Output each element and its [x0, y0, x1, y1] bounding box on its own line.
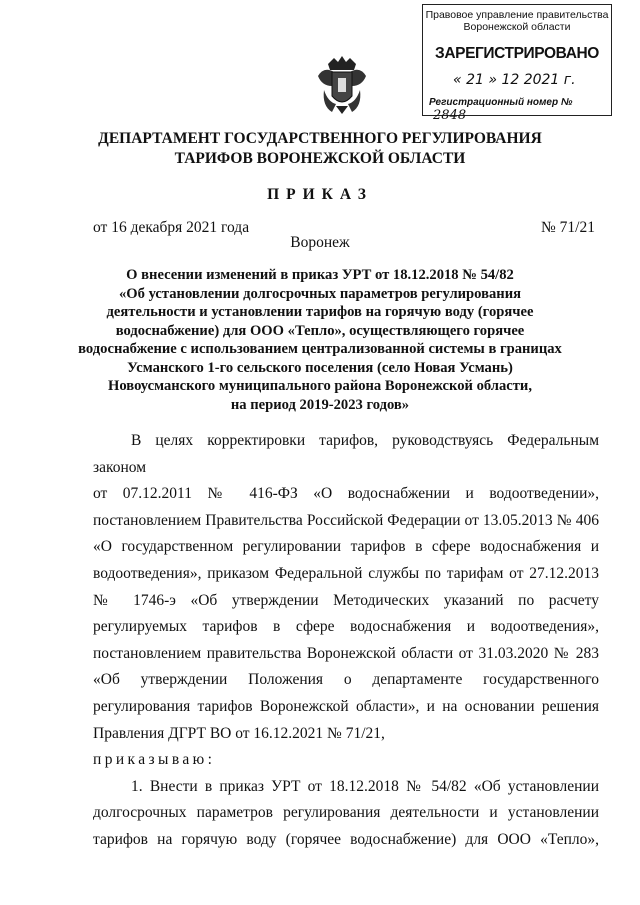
- stamp-reg-value: 2848: [433, 108, 467, 123]
- document-title: [0, 266, 640, 414]
- body-line: регулирования тарифов Воронежской области», и на основании решения: [93, 697, 599, 715]
- body-line: постановлением Правительства Российской Федерации от 13.05.2013 № 406: [93, 511, 599, 529]
- title-line: водоснабжение с использованием централизованной системы в границах: [78, 341, 562, 357]
- title-line: деятельности и установлении тарифов на горячую воду (горячее: [106, 304, 534, 320]
- item1-line: долгосрочных параметров регулирования деятельности и установлении: [93, 804, 599, 822]
- stamp-date: « 21 » 12 2021 г.: [453, 72, 576, 88]
- document-body: [93, 428, 599, 854]
- prikazyvayu: приказываю:: [93, 751, 216, 769]
- department-name: [0, 129, 640, 169]
- body-line: № 1746-э «Об утверждении Методических указаний по расчету: [93, 591, 599, 609]
- title-line: Новоусманского муниципального района Воронежской области,: [108, 378, 532, 394]
- title-line: «Об установлении долгосрочных параметров регулирования: [118, 285, 521, 302]
- stamp-org-line1: Правовое управление правительства: [425, 9, 609, 21]
- body-line: от 07.12.2011 № 416-ФЗ «О водоснабжении и водоотведении»,: [93, 485, 599, 503]
- title-line: водоснабжение) для ООО «Тепло», осуществляющего горячее: [115, 322, 525, 339]
- document-city: Воронеж: [290, 234, 350, 251]
- stamp-org-line2: Воронежской области: [463, 21, 571, 33]
- dept-line1: ДЕПАРТАМЕНТ ГОСУДАРСТВЕННОГО РЕГУЛИРОВАНИЯ: [98, 130, 542, 147]
- registration-stamp: [422, 4, 612, 123]
- body-line: «Об утверждении Положения о департаменте государственного: [93, 671, 599, 689]
- title-line: О внесении изменений в приказ УРТ от 18.12.2018 № 54/82: [126, 267, 514, 283]
- item1-line: тарифов на горячую воду (горячее водоснабжение) для ООО «Тепло»,: [93, 830, 599, 848]
- document-number: № 71/21: [541, 219, 595, 236]
- stamp-org: [423, 9, 611, 33]
- body-line: «О государственном регулировании тарифов в сфере водоснабжения и: [93, 538, 599, 556]
- document-type: ПРИКАЗ: [267, 186, 373, 203]
- body-line: В целях корректировки тарифов, руководствуясь Федеральным законом: [93, 432, 599, 476]
- document-date: от 16 декабря 2021 года: [93, 219, 250, 236]
- coat-of-arms-icon: [314, 56, 370, 116]
- body-line: водоотведения», приказом Федеральной службы по тарифам от 27.12.2013: [93, 564, 599, 582]
- body-line: постановлением правительства Воронежской области от 31.03.2020 № 283: [93, 644, 599, 662]
- title-line: Усманского 1-го сельского поселения (село Новая Усмань): [127, 359, 513, 376]
- item1-line: 1. Внести в приказ УРТ от 18.12.2018 № 54/82 «Об установлении: [131, 777, 599, 795]
- stamp-registered: ЗАРЕГИСТРИРОВАНО: [435, 45, 599, 62]
- body-line: регулируемых тарифов в сфере водоснабжения и водоотведения»,: [93, 618, 599, 636]
- dept-line2: ТАРИФОВ ВОРОНЕЖСКОЙ ОБЛАСТИ: [174, 150, 466, 167]
- body-line: Правления ДГРТ ВО от 16.12.2021 № 71/21,: [93, 724, 385, 742]
- stamp-reg-label: Регистрационный номер: [429, 97, 559, 108]
- stamp-reg-number: Регистрационный номер № 2848: [429, 97, 573, 123]
- title-line: на период 2019-2023 годов»: [230, 396, 410, 413]
